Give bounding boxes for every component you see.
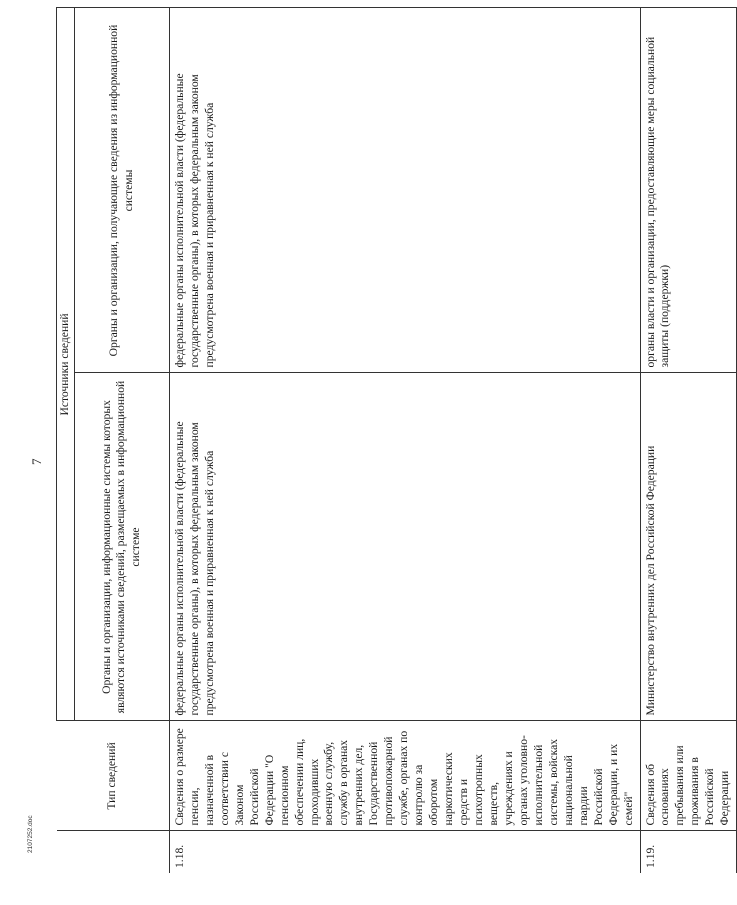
type-header: Тип сведений — [57, 721, 170, 831]
header-row-1 — [57, 8, 75, 873]
row-providers: Министерство внутренних дел Российской Федерации — [640, 373, 737, 721]
table-row — [640, 8, 737, 873]
file-name-label: 2107252.doc — [27, 815, 34, 853]
row-providers: федеральные органы исполнительной власти (федеральные государственные органы), в которых федеральным законом предусмотрена военная и приравненная к ней служба — [169, 373, 640, 721]
receivers-header: Органы и организации, получающие сведения из информационной системы — [74, 8, 169, 373]
sources-header: Источники сведений — [57, 8, 75, 721]
page-number: 7 — [29, 458, 44, 465]
row-type: Сведения об основаниях пребывания или проживания в Российской Федерации — [640, 721, 737, 831]
row-receivers: федеральные органы исполнительной власти (федеральные государственные органы), в которых федеральным законом предусмотрена военная и приравненная к ней служба — [169, 8, 640, 373]
number-header-cell — [57, 831, 170, 873]
row-number: 1.18. — [169, 831, 640, 873]
row-type: Сведения о размере пенсии, назначенной в соответствии с Законом Российской Федерации "О пенсионном обеспечении лиц, проходивших военную службу, службу в органах внутренних дел, Государственной противопожарной службе, органах по контролю за оборотом наркотических средств и психотропных веществ, учреждениях и органах уголовно-исполнительной системы, войсках национальной гвардии Российской Федерации, и их семей" — [169, 721, 640, 831]
data-table — [56, 7, 737, 873]
table-row — [169, 8, 640, 873]
row-receivers: органы власти и организации, предоставляющие меры социальной защиты (поддержки) — [640, 8, 737, 373]
row-number: 1.19. — [640, 831, 737, 873]
providers-header: Органы и организации, информационные системы которых являются источниками сведений, размещаемых в информационной системе — [74, 373, 169, 721]
